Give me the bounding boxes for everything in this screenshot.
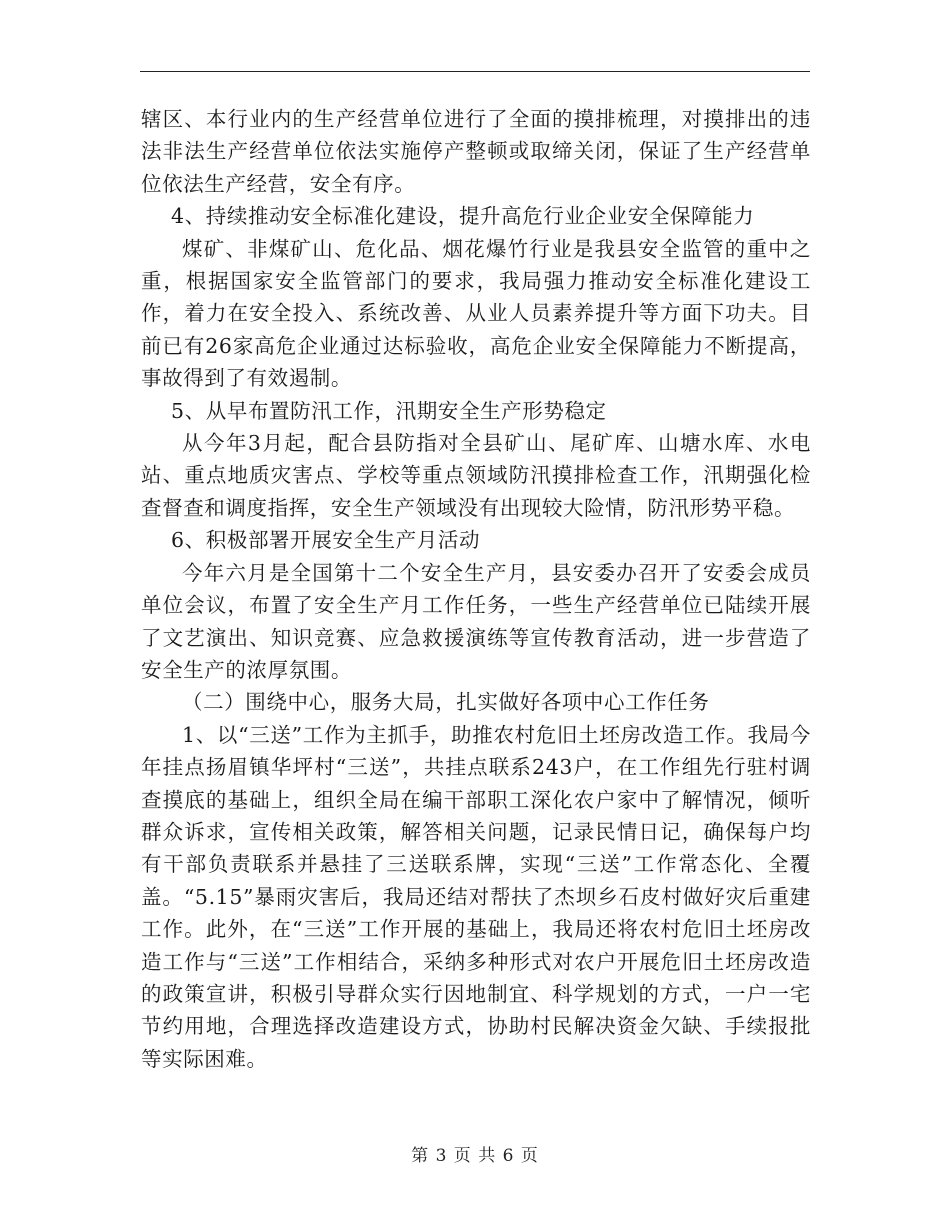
paragraph-4: 今年六月是全国第十二个安全生产月，县安委办召开了安委会成员单位会议，布置了安全生产月工作任务，一些生产经营单位已陆续开展了文艺演出、知识竞赛、应急救援演练等宣传教育活动，进一步营造了安全生产的浓厚氛围。: [141, 560, 811, 682]
paragraph-3: 从今年3月起，配合县防指对全县矿山、尾矿库、山塘水库、水电站、重点地质灾害点、学校等重点领域防汛摸排检查工作，汛期强化检查督查和调度指挥，安全生产领域没有出现较大险情，防汛形势平稳。: [141, 431, 811, 520]
paragraph-5: 1、以“三送”工作为主抓手，助推农村危旧土坯房改造工作。我局今年挂点扬眉镇华坪村“三送”，共挂点联系243户，在工作组先行驻村调查摸底的基础上，组织全局在编干部职工深化农户家中了解情况，倾听群众诉求，宣传相关政策，解答相关问题，记录民情日记，确保每户均有干部负责联系并悬挂了三送联系牌，实现“三送”工作常态化、全覆盖。“5.15”暴雨灾害后，我局还结对帮扶了杰坝乡石皮村做好灾后重建工作。此外，在“三送”工作开展的基础上，我局还将农村危旧土坯房改造工作与“三送”工作相结合，采纳多种形式对农户开展危旧土坯房改造的政策宣讲，积极引导群众实行因地制宜、科学规划的方式，一户一宅节约用地，合理选择改造建设方式，协助村民解决资金欠缺、手续报批等实际困难。: [141, 722, 811, 1071]
heading-item-6: 6、积极部署开展安全生产月活动: [171, 528, 481, 553]
heading-item-4: 4、持续推动安全标准化建设，提升高危行业企业安全保障能力: [171, 204, 755, 229]
page-footer: 第 3 页 共 6 页: [411, 1146, 539, 1166]
section-heading-2: （二）围绕中心，服务大局，扎实做好各项中心工作任务: [182, 690, 710, 715]
heading-item-5: 5、从早布置防汛工作，汛期安全生产形势稳定: [171, 398, 607, 423]
header-rule: [140, 71, 810, 72]
document-body: [141, 103, 811, 1075]
paragraph-1: 辖区、本行业内的生产经营单位进行了全面的摸排梳理，对摸排出的违法非法生产经营单位依法实施停产整顿或取缔关闭，保证了生产经营单位依法生产经营，安全有序。: [141, 107, 811, 196]
paragraph-2: 煤矿、非煤矿山、危化品、烟花爆竹行业是我县安全监管的重中之重，根据国家安全监管部门的要求，我局强力推动安全标准化建设工作，着力在安全投入、系统改善、从业人员素养提升等方面下功夫。目前已有26家高危企业通过达标验收，高危企业安全保障能力不断提高，事故得到了有效遏制。: [141, 236, 811, 391]
